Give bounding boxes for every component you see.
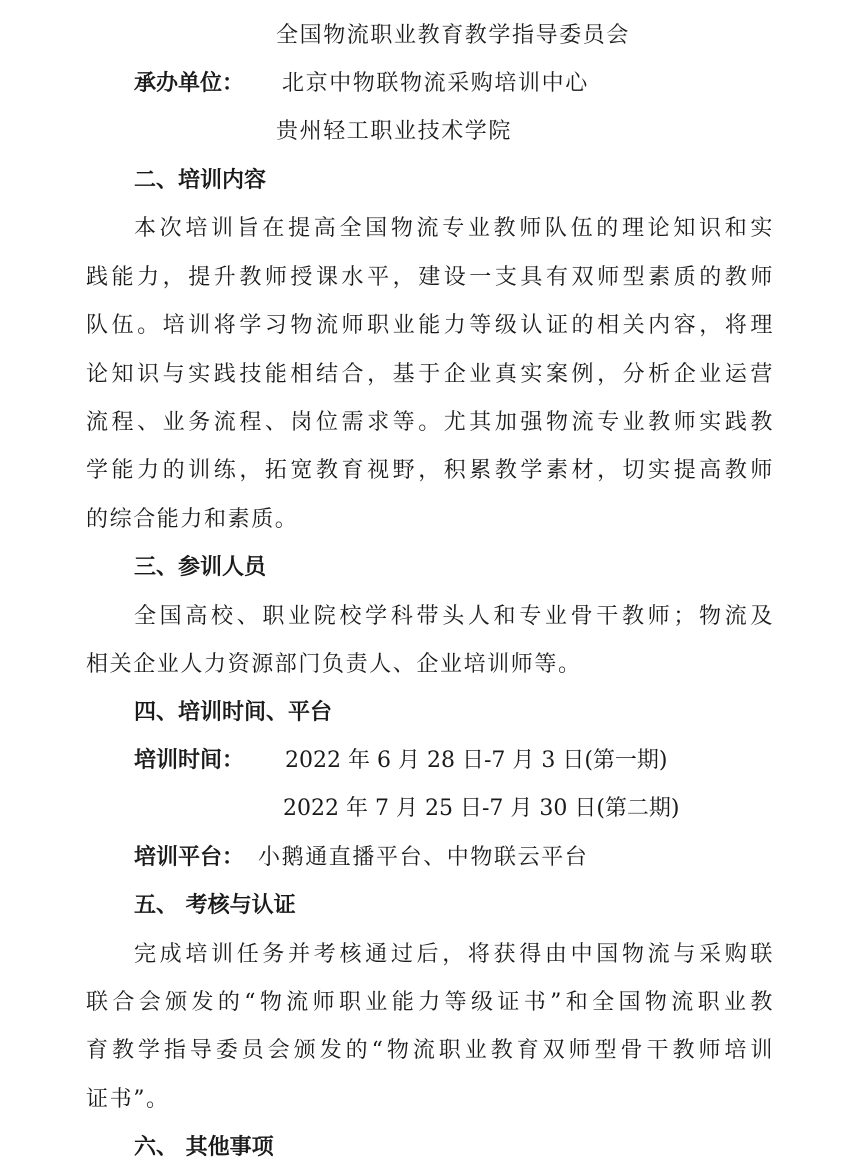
section-heading-time-platform: 四、培训时间、平台 xyxy=(134,700,333,725)
paragraph-line: 队伍。培训将学习物流师职业能力等级认证的相关内容，将理 xyxy=(86,313,774,338)
paragraph-line: 本次培训旨在提高全国物流专业教师队伍的理论知识和实 xyxy=(134,216,774,241)
paragraph-line: 完成培训任务并考核通过后，将获得由中国物流与采购联 xyxy=(134,942,774,967)
training-time-1: 2022 年 6 月 28 日-7 月 3 日(第一期) xyxy=(285,748,668,773)
paragraph-line: 流程、业务流程、岗位需求等。尤其加强物流专业教师实践教 xyxy=(86,410,774,435)
organizer-label: 承办单位： xyxy=(134,71,245,96)
training-time-2: 2022 年 7 月 25 日-7 月 30 日(第二期) xyxy=(283,796,680,821)
paragraph-line: 全国高校、职业院校学科带头人和专业骨干教师；物流及 xyxy=(134,604,774,629)
paragraph-line: 践能力，提升教师授课水平，建设一支具有双师型素质的教师 xyxy=(86,265,774,290)
organizer-name-1: 北京中物联物流采购培训中心 xyxy=(282,71,589,96)
organizer-name-2: 贵州轻工职业技术学院 xyxy=(276,119,513,144)
organizer-committee: 全国物流职业教育教学指导委员会 xyxy=(276,23,631,48)
paragraph-line: 相关企业人力资源部门负责人、企业培训师等。 xyxy=(86,652,582,677)
section-heading-participants: 三、参训人员 xyxy=(134,555,267,580)
paragraph-line: 证书”。 xyxy=(86,1087,170,1112)
training-time-label: 培训时间： xyxy=(134,748,245,773)
paragraph-line: 育教学指导委员会颁发的“物流职业教育双师型骨干教师培训 xyxy=(86,1038,774,1063)
paragraph-line: 联合会颁发的“物流师职业能力等级证书”和全国物流职业教 xyxy=(86,990,774,1015)
training-platform-label: 培训平台： xyxy=(134,845,245,870)
section-heading-assessment: 五、 考核与认证 xyxy=(134,893,296,918)
training-platform-value: 小鹅通直播平台、中物联云平台 xyxy=(258,845,589,870)
paragraph-line: 的综合能力和素质。 xyxy=(86,507,299,532)
section-heading-other: 六、 其他事项 xyxy=(134,1135,274,1160)
paragraph-line: 论知识与实践技能相结合，基于企业真实案例，分析企业运营 xyxy=(86,362,774,387)
section-heading-training-content: 二、培训内容 xyxy=(134,168,267,193)
paragraph-line: 学能力的训练，拓宽教育视野，积累教学素材，切实提高教师 xyxy=(86,458,774,483)
